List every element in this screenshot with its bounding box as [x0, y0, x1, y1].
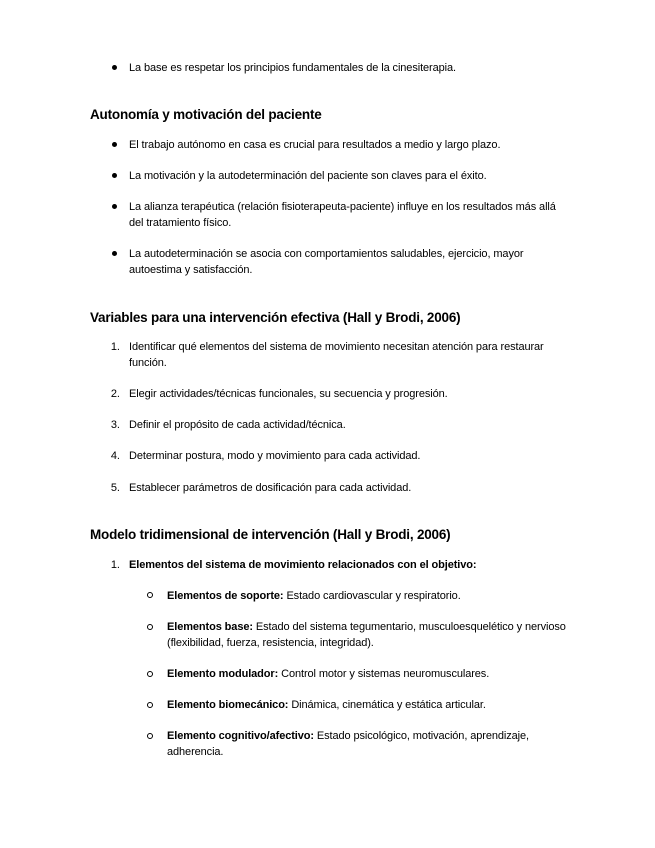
list-item-text: Elegir actividades/técnicas funcionales, su secuencia y progresión.	[129, 388, 448, 400]
list-item	[129, 168, 569, 184]
circle-bullet-icon	[147, 671, 153, 677]
bullet-icon	[112, 142, 117, 147]
list-number: 3.	[110, 419, 120, 431]
list-number: 1.	[110, 559, 120, 571]
list-item-text: Identificar qué elementos del sistema de movimiento necesitan atención para restaurar función.	[129, 341, 544, 369]
sub-item-text: Estado del sistema tegumentario, musculoesquelético y nervioso (flexibilidad, fuerza, resistencia, integridad).	[167, 621, 566, 649]
sub-item-label: Elemento biomecánico:	[167, 699, 289, 711]
intro-bullet	[129, 60, 559, 76]
list-number: 5.	[110, 482, 120, 494]
circle-bullet-icon	[147, 733, 153, 739]
section-heading-autonomia: Autonomía y motivación del paciente	[90, 107, 322, 122]
list-item-text: Establecer parámetros de dosificación para cada actividad.	[129, 482, 412, 494]
circle-bullet-icon	[147, 592, 153, 598]
list-item	[129, 386, 569, 402]
bullet-icon	[112, 204, 117, 209]
list-item	[129, 417, 569, 433]
list-item	[129, 246, 569, 278]
list-item	[129, 480, 569, 496]
list-item	[129, 199, 559, 231]
sub-list-item	[167, 588, 567, 604]
list-item	[129, 339, 549, 371]
list-item-text: Elementos del sistema de movimiento relacionados con el objetivo:	[129, 559, 477, 571]
sub-item-text: Estado cardiovascular y respiratorio.	[283, 590, 461, 602]
list-item	[129, 557, 569, 573]
sub-item-label: Elemento modulador:	[167, 668, 279, 680]
section-heading-modelo: Modelo tridimensional de intervención (Hall y Brodi, 2006)	[90, 527, 451, 542]
list-item-text: La autodeterminación se asocia con comportamientos saludables, ejercicio, mayor autoestima y satisfacción.	[129, 248, 524, 276]
bullet-icon	[112, 173, 117, 178]
list-number: 1.	[110, 341, 120, 353]
sub-item-text: Control motor y sistemas neuromusculares.	[278, 668, 490, 680]
circle-bullet-icon	[147, 624, 153, 630]
list-item-text: Definir el propósito de cada actividad/técnica.	[129, 419, 346, 431]
intro-bullet-text: La base es respetar los principios fundamentales de la cinesiterapia.	[129, 62, 456, 74]
section-heading-variables: Variables para una intervención efectiva (Hall y Brodi, 2006)	[90, 310, 461, 325]
list-item	[129, 137, 569, 153]
sub-item-label: Elementos de soporte:	[167, 590, 284, 602]
list-item	[129, 448, 569, 464]
sub-list-item	[167, 666, 567, 682]
sub-item-label: Elementos base:	[167, 621, 253, 633]
sub-item-label: Elemento cognitivo/afectivo:	[167, 730, 314, 742]
sub-list-item	[167, 697, 567, 713]
list-item-text: El trabajo autónomo en casa es crucial para resultados a medio y largo plazo.	[129, 139, 501, 151]
list-item-text: Determinar postura, modo y movimiento para cada actividad.	[129, 450, 421, 462]
sub-item-text: Estado psicológico, motivación, aprendizaje, adherencia.	[167, 730, 529, 758]
list-item-text: La motivación y la autodeterminación del paciente son claves para el éxito.	[129, 170, 487, 182]
sub-list-item	[167, 728, 572, 760]
bullet-icon	[112, 65, 117, 70]
list-number: 4.	[110, 450, 120, 462]
list-number: 2.	[110, 388, 120, 400]
sub-item-text: Dinámica, cinemática y estática articular.	[288, 699, 486, 711]
sub-list-item	[167, 619, 567, 651]
bullet-icon	[112, 251, 117, 256]
list-item-text: La alianza terapéutica (relación fisioterapeuta-paciente) influye en los resultados más allá del tratamiento físico.	[129, 201, 556, 229]
circle-bullet-icon	[147, 702, 153, 708]
